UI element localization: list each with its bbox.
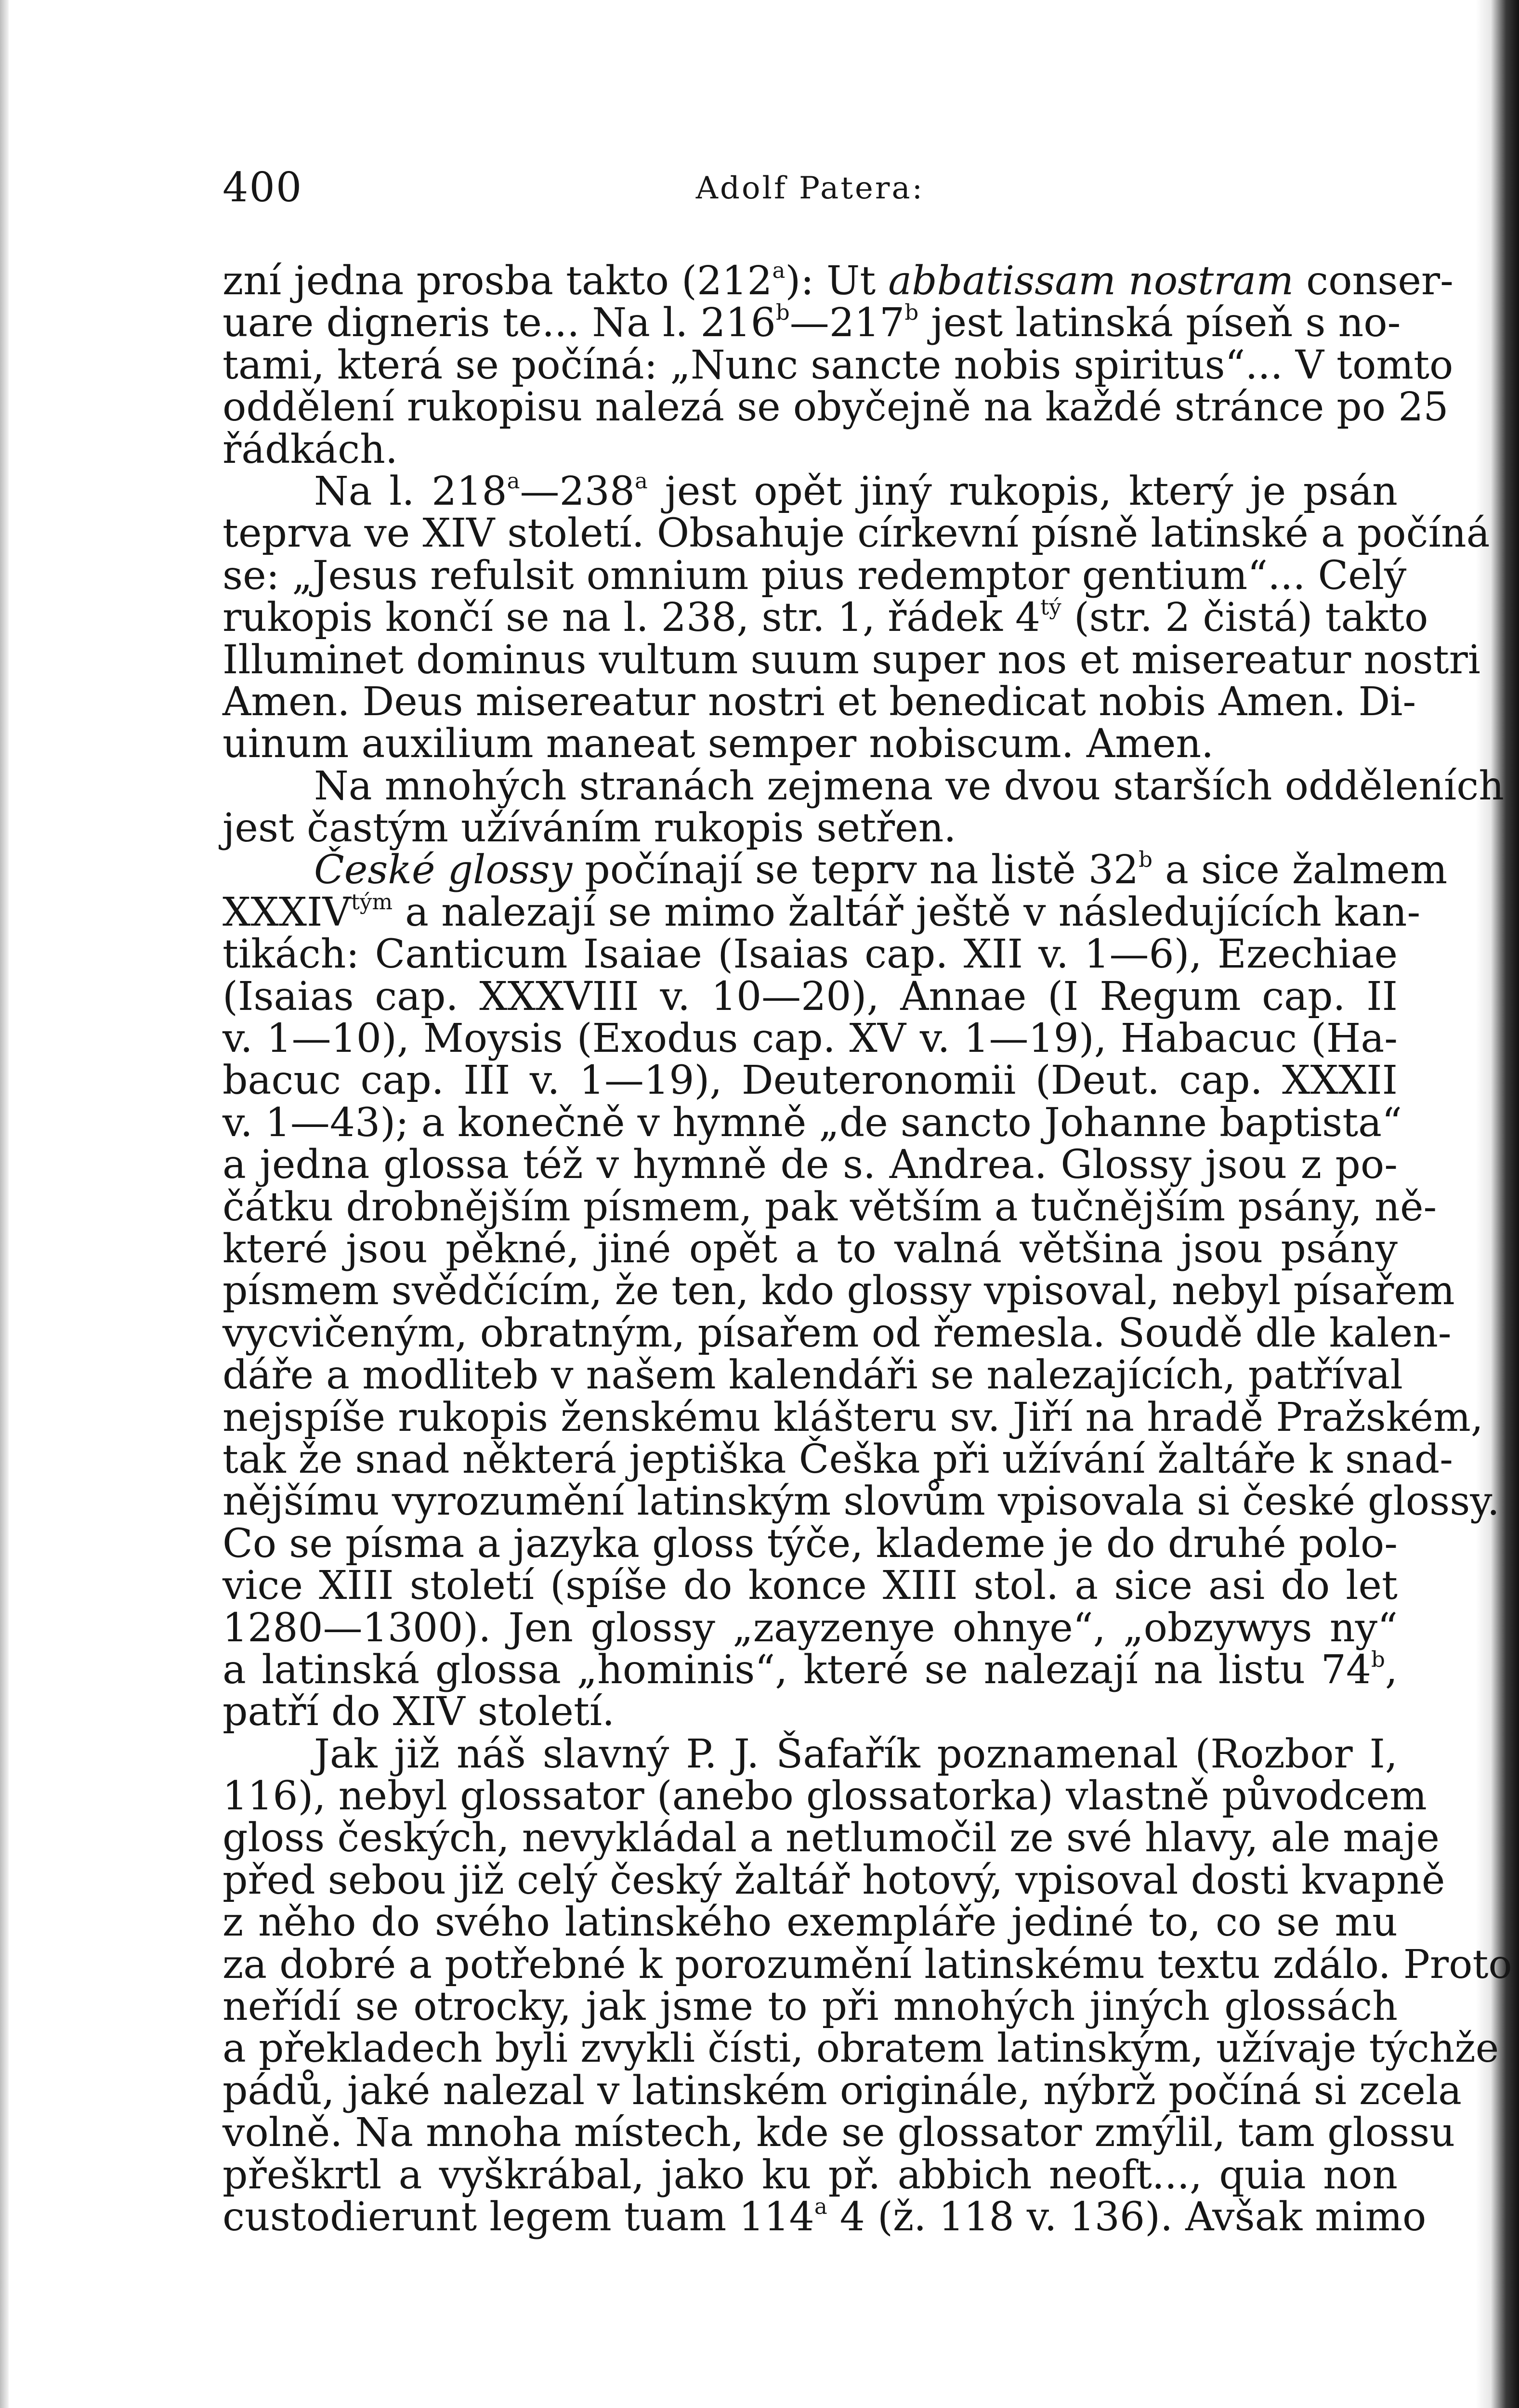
text-segment: —238 — [520, 468, 635, 514]
text-line — [223, 1058, 1398, 1104]
scan-left-edge — [0, 0, 9, 2408]
text-segment: uinum auxilium maneat semper nobiscum. Amen. — [223, 721, 1214, 767]
text-segment: písmem svědčícím, že ten, kdo glossy vpisoval, nebyl písařem — [223, 1268, 1455, 1314]
text-line — [223, 1099, 1402, 1146]
text-line — [223, 468, 1398, 514]
superscript: b — [775, 300, 790, 326]
running-head: Adolf Patera: — [695, 170, 925, 206]
text-segment: a sice žalmem — [1152, 847, 1448, 893]
text-line — [223, 552, 1407, 599]
text-segment: řádkách. — [223, 426, 398, 472]
text-segment: (Isaias cap. XXXVIII v. 10—20), Annae (I Regum cap. II — [223, 973, 1398, 1020]
text-segment: za dobré a potřebné k porozumění latinskému textu zdálo. Proto — [223, 1941, 1512, 1988]
text-segment: rukopis končí se na l. 238, str. 1, řádek 4 — [223, 595, 1041, 641]
text-segment: bacuc cap. III v. 1—19), Deuteronomii (Deut. cap. XXXII — [223, 1058, 1398, 1104]
text-segment: v. 1—10), Moysis (Exodus cap. XV v. 1—19), Habacuc (Ha- — [223, 1016, 1398, 1062]
page-number: 400 — [223, 164, 303, 211]
text-segment: přeškrtl a vyškrábal, jako ku př. abbich neoft..., quia non — [223, 2152, 1398, 2198]
text-segment: Na mnohých stranách zejmena ve dvou starších odděleních — [314, 763, 1505, 809]
text-segment: a nalezají se mimo žaltář ještě v následujících kan- — [393, 889, 1421, 935]
text-line — [223, 2194, 1427, 2240]
text-segment: tikách: Canticum Isaiae (Isaias cap. XII v. 1—6), Ezechiae — [223, 931, 1398, 978]
text-segment: Jak již náš slavný P. J. Šafařík poznamenal (Rozbor I, — [314, 1731, 1398, 1777]
text-segment: oddělení rukopisu nalezá se obyčejně na každé stránce po 25 — [223, 384, 1449, 431]
text-line — [223, 510, 1490, 557]
paragraph — [223, 847, 1500, 1735]
text-line — [223, 426, 1398, 472]
text-segment: nějšímu vyrozumění latinským slovům vpisovala si české glossy. — [223, 1479, 1500, 1525]
text-segment: Co se písma a jazyka gloss týče, klademe je do druhé polo- — [223, 1520, 1398, 1567]
text-segment: Na l. 218 — [314, 468, 507, 514]
text-segment: (str. 2 čistá) takto — [1061, 595, 1428, 641]
text-segment: a překladech byli zvykli čísti, obratem latinským, užívaje týchže — [223, 2026, 1499, 2072]
text-segment: —217 — [789, 300, 905, 346]
superscript: a — [772, 258, 786, 284]
text-segment: se: „Jesus refulsit omnium pius redemptor gentium“... Celý — [223, 552, 1407, 599]
italic-text: abbatissam nostram — [888, 258, 1294, 304]
text-segment: jest častým užíváním rukopis setřen. — [223, 805, 956, 851]
text-line — [223, 1520, 1398, 1567]
text-segment: 1280—1300). Jen glossy „zayzenye ohnye“, „obzywys ny“ — [223, 1605, 1398, 1651]
text-line — [223, 258, 1454, 304]
text-segment: jest opět jiný rukopis, který je psán — [647, 468, 1398, 514]
superscript: b — [1139, 847, 1152, 873]
text-segment: čátku drobnějším písmem, pak větším a tučnějším psány, ně- — [223, 1184, 1437, 1230]
text-segment: a jedna glossa též v hymně de s. Andrea. Glossy jsou z po- — [223, 1142, 1398, 1188]
text-segment: z něho do svého latinského exempláře jediné to, co se mu — [223, 1899, 1398, 1946]
text-segment: patří do XIV století. — [223, 1689, 615, 1735]
text-segment: dáře a modliteb v našem kalendáři se nalezajících, patříval — [223, 1352, 1403, 1399]
paragraph — [223, 763, 1505, 851]
text-line — [223, 763, 1505, 809]
text-segment: Amen. Deus misereatur nostri et benedicat nobis Amen. Di- — [223, 679, 1416, 725]
paragraph — [223, 258, 1454, 472]
superscript: a — [635, 468, 648, 494]
text-segment: jest latinská píseň s no- — [918, 300, 1401, 346]
text-segment: Illuminet dominus vultum suum super nos et misereatur nostri — [223, 637, 1480, 683]
paragraph — [223, 468, 1490, 767]
text-segment: ): Ut — [785, 258, 889, 304]
text-line — [223, 1691, 1398, 1733]
text-line — [223, 1607, 1398, 1649]
text-line — [223, 384, 1449, 431]
text-segment: tak že snad některá jeptiška Češka při užívání žaltáře k snad- — [223, 1436, 1453, 1482]
text-line — [223, 1352, 1403, 1399]
text-line — [223, 342, 1454, 388]
text-line — [223, 807, 1398, 849]
text-line — [223, 1941, 1512, 1988]
text-segment: a latinská glossa „hominis“, které se nalezají na listu 74 — [223, 1647, 1372, 1693]
superscript: b — [1371, 1647, 1385, 1673]
text-segment: které jsou pěkné, jiné opět a to valná většina jsou psány — [223, 1226, 1398, 1272]
text-segment: teprva ve XIV století. Obsahuje církevní písně latinské a počíná — [223, 510, 1490, 557]
paragraph — [223, 1731, 1512, 2240]
text-segment: , — [1385, 1647, 1398, 1693]
superscript: tý — [1040, 594, 1061, 620]
text-line — [223, 723, 1398, 765]
text-segment: vycvičeným, obratným, písařem od řemesla. Soudě dle kalen- — [223, 1310, 1452, 1356]
text-line — [223, 1479, 1500, 1525]
text-line — [223, 1018, 1398, 1060]
text-segment: conser- — [1294, 258, 1454, 304]
text-line — [223, 1436, 1453, 1482]
text-segment: gloss českých, nevykládal a netlumočil ze své hlavy, ale maje — [223, 1815, 1440, 1861]
superscript: b — [904, 300, 919, 326]
text-segment: custodierunt legem tuam 114 — [223, 2194, 814, 2240]
text-line — [223, 1228, 1398, 1270]
page-header — [223, 164, 1398, 217]
text-segment: tami, která se počíná: „Nunc sancte nobis spiritus“... V tomto — [223, 342, 1454, 388]
text-line — [223, 1394, 1483, 1440]
text-line — [223, 1565, 1398, 1607]
text-line — [223, 847, 1448, 893]
text-segment: zní jedna prosba takto (212 — [223, 258, 773, 304]
text-segment: neřídí se otrocky, jak jsme to při mnohých jiných glossách — [223, 1984, 1398, 2030]
text-line — [223, 679, 1416, 725]
text-segment: uare digneris te... Na l. 216 — [223, 300, 776, 346]
text-line — [223, 1815, 1440, 1861]
text-line — [223, 594, 1428, 641]
text-line — [223, 2110, 1455, 2156]
text-line — [223, 889, 1421, 935]
text-line — [223, 1773, 1427, 1819]
text-segment: volně. Na mnoha místech, kde se glossator zmýlil, tam glossu — [223, 2110, 1455, 2156]
superscript: a — [507, 468, 520, 494]
text-line — [223, 973, 1398, 1020]
body-text — [223, 258, 1512, 2240]
text-line — [223, 1986, 1398, 2028]
text-segment: pádů, jaké nalezal v latinském originále, nýbrž počíná si zcela — [223, 2068, 1462, 2114]
text-line — [223, 2154, 1398, 2196]
superscript: a — [814, 2194, 827, 2220]
text-segment: v. 1—43); a konečně v hymně „de sancto Johanne baptista“ — [223, 1099, 1402, 1146]
text-segment: počínají se teprv na listě 32 — [572, 847, 1139, 893]
text-segment: vice XIII století (spíše do konce XIII stol. a sice asi do let — [223, 1563, 1398, 1609]
text-line — [223, 300, 1401, 346]
text-line — [223, 1268, 1455, 1314]
text-line — [223, 1144, 1398, 1186]
text-segment: 4 (ž. 118 v. 136). Avšak mimo — [827, 2194, 1427, 2240]
text-line — [223, 2068, 1462, 2114]
text-segment: XXXIV — [223, 889, 351, 935]
text-line — [223, 931, 1398, 978]
text-line — [223, 1310, 1452, 1356]
text-line — [223, 2026, 1499, 2072]
text-line — [223, 1649, 1398, 1691]
text-line — [223, 1733, 1398, 1775]
italic-text: České glossy — [314, 847, 573, 893]
text-segment: nejspíše rukopis ženskému klášteru sv. Jiří na hradě Pražském, — [223, 1394, 1483, 1440]
text-line — [223, 1184, 1437, 1230]
text-segment: 116), nebyl glossator (anebo glossatorka) vlastně původcem — [223, 1773, 1427, 1819]
superscript: tým — [351, 889, 393, 915]
text-line — [223, 1857, 1445, 1903]
text-line — [223, 637, 1480, 683]
text-line — [223, 1899, 1398, 1946]
text-segment: před sebou již celý český žaltář hotový, vpisoval dosti kvapně — [223, 1857, 1445, 1903]
